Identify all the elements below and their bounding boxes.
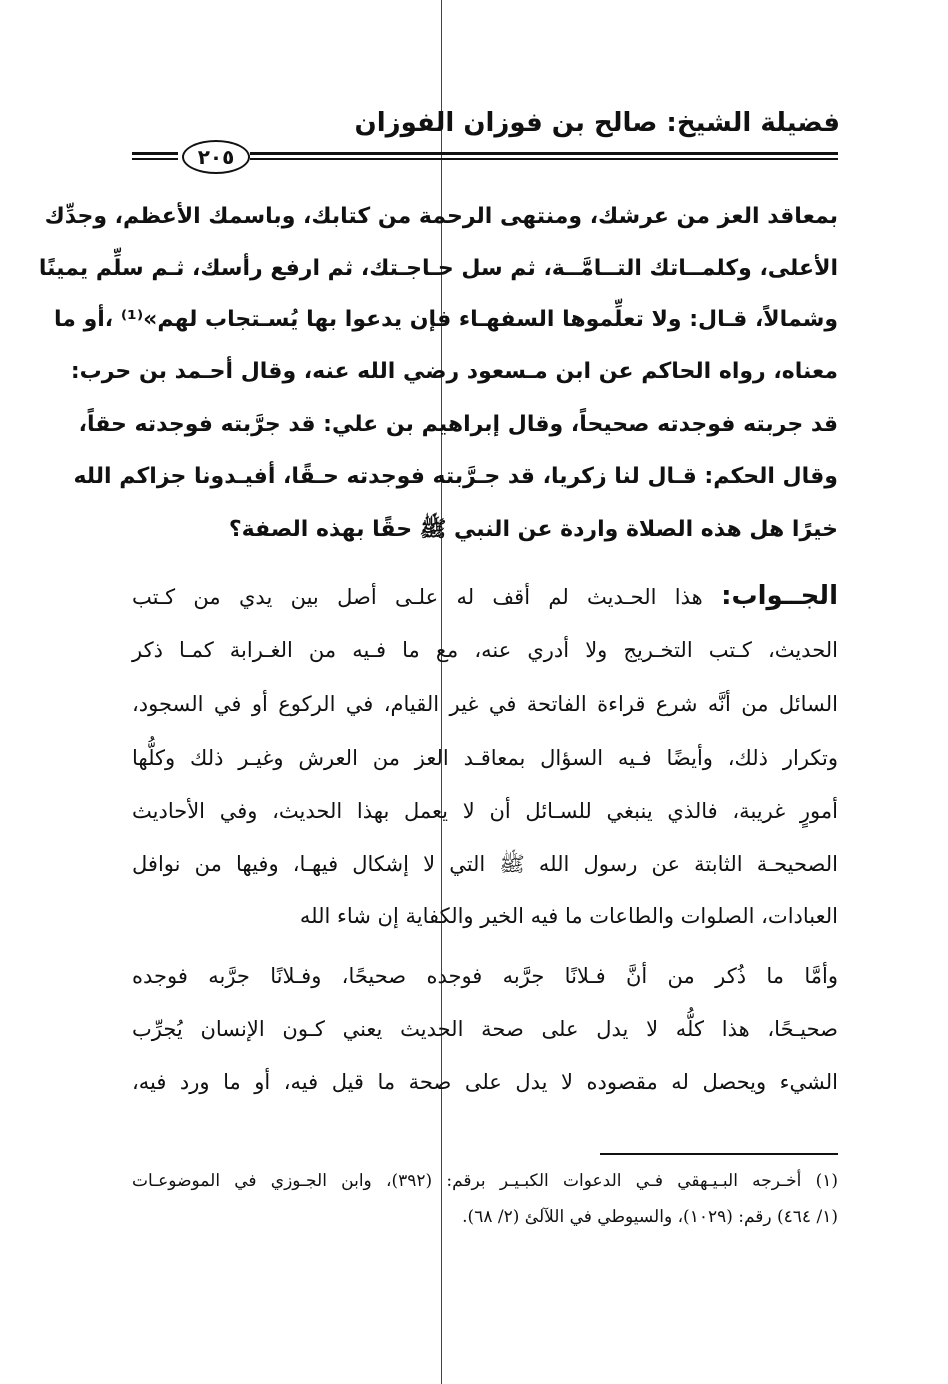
answer-first-line-text: هذا الحـديث لم أقف له علـى أصل بين يدي من كـتب [132,585,703,609]
footnote-line: (١) أخـرجه البـيـهقي فـي الدعوات الكبـيـر برقم: (٣٩٢)، وابن الجـوزي في الموضوعـات [132,1171,838,1191]
question-line: وقال الحكم: قـال لنا زكريا، قد جـرَّبته فوجدته حـقًا، أفيـدونا جزاكم الله [73,464,838,489]
header-rule [250,158,838,160]
header-rule [132,152,178,155]
header-rule [250,152,838,155]
answer-line: الحديث، كـتب التخـريج ولا أدري عنه، مع ما فـيه من الغـرابة كمـا ذكر [132,638,838,662]
answer-line: الشيء ويحصل له مقصوده لا يدل على صحة ما قيل فيه، أو ما ورد فيه، [132,1070,838,1094]
question-line: قد جربته فوجدته صحيحاً، وقال إبراهيم بن علي: قد جرَّبته فوجدته حقاً، [78,412,838,437]
answer-line: أمورٍ غريبة، فالذي ينبغي للسـائل أن لا يعمل بهذا الحديث، وفي الأحاديث [132,799,838,823]
footnote-line: (١/ ٤٦٤) رقم: (١٠٢٩)، والسيوطي في اللآلئ (٢/ ٦٨). [462,1207,838,1227]
question-line: بمعاقد العز من عرشك، ومنتهى الرحمة من كتابك، وباسمك الأعظم، وجدِّك [44,204,838,229]
page-number: ٢٠٥ [182,140,250,174]
answer-line: السائل من أنَّه شرع قراءة الفاتحة في غير القيام، في الركوع أو في السجود، [132,692,838,716]
answer-line: وأمَّا ما ذُكر من أنَّ فـلانًا جرَّبه فوجده صحيحًا، وفـلانًا جرَّبه فوجده [132,964,838,988]
question-line: خيرًا هل هذه الصلاة واردة عن النبي ﷺ حقًا بهذه الصفة؟ [228,517,838,542]
question-line: وشمالاً، قـال: ولا تعلِّموها السفهـاء فإن يدعوا بها يُسـتجاب لهم»⁽¹⁾ ،أو ما [54,307,838,332]
running-header-title: فضيلة الشيخ: صالح بن فوزان الفوزان [354,108,840,138]
footnote-rule [600,1153,838,1155]
header-rule [132,158,178,160]
question-line: الأعلى، وكلمــاتك التــامَّــة، ثم سل حـاجـتك، ثم ارفع رأسك، ثـم سلِّم يمينًا [38,256,838,281]
answer-label: الجــواب: [721,581,838,611]
answer-line: العبادات، الصلوات والطاعات ما فيه الخير والكفاية إن شاء الله [299,904,838,928]
question-line: معناه، رواه الحاكم عن ابن مـسعود رضي الله عنه، وقال أحـمد بن حرب: [70,359,838,384]
answer-line: الصحيحـة الثابتة عن رسول الله ﷺ التي لا إشكال فيهـا، وفيها من نوافل [132,852,838,876]
answer-line: وتكرار ذلك، وأيضًا فـيه السؤال بمعاقـد العز من العرش وغيـر ذلك وكلُّها [132,746,838,770]
answer-line: صحيـحًا، هذا كلُّه لا يدل على صحة الحديث يعني كـون الإنسان يُجرِّب [132,1017,839,1041]
answer-first-line [132,578,838,614]
